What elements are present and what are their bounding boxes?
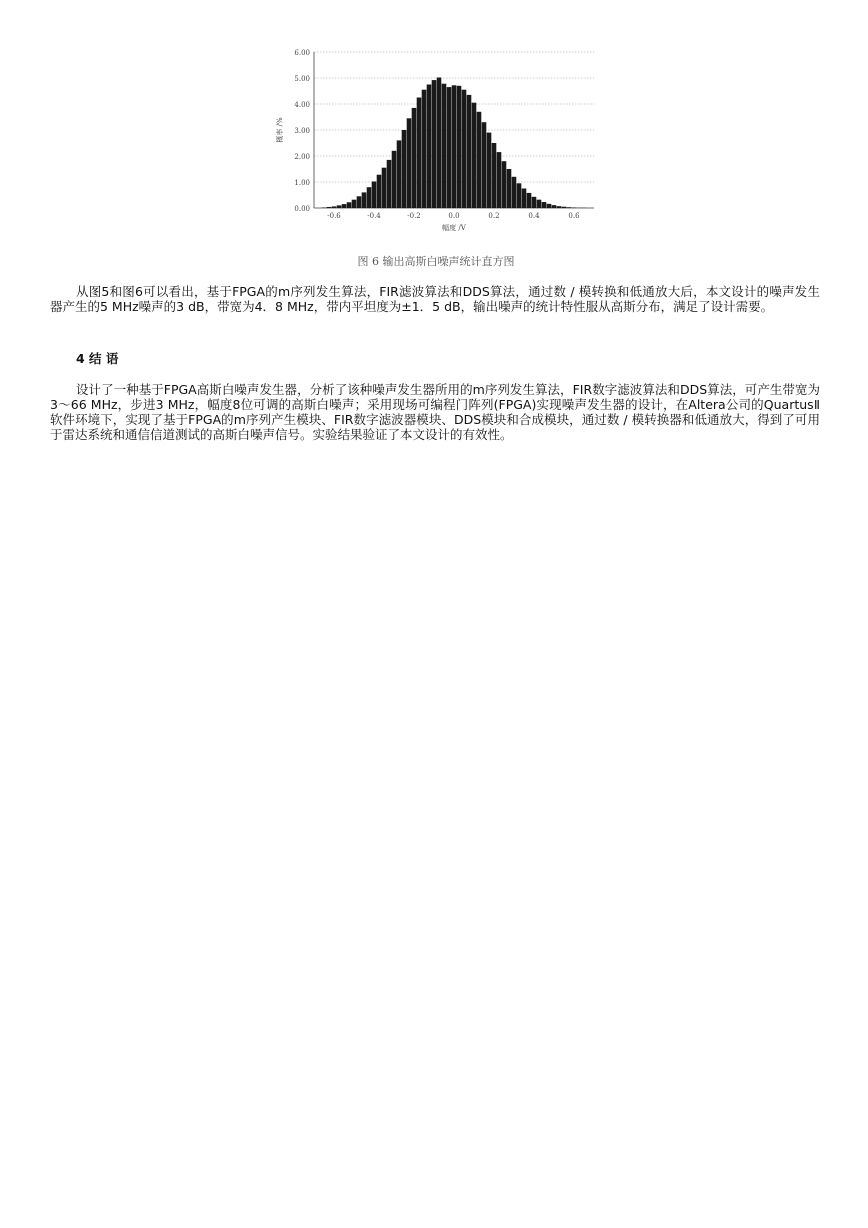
y-tick-label: 3.00 — [294, 127, 310, 135]
histogram-bar — [407, 118, 412, 208]
histogram-bar — [422, 90, 427, 208]
histogram-bar — [562, 207, 567, 208]
y-tick-label: 4.00 — [294, 101, 310, 109]
figure-caption: 图 6 输出高斯白噪声统计直方图 — [357, 255, 515, 268]
x-axis-label: 幅度 /V — [442, 224, 466, 232]
histogram-bar — [542, 202, 547, 208]
histogram-bar — [322, 207, 327, 208]
y-tick-label: 1.00 — [294, 179, 310, 187]
histogram-bar — [412, 108, 417, 208]
histogram-bar — [572, 207, 577, 208]
histogram-bar — [337, 205, 342, 208]
histogram-bar — [442, 84, 447, 208]
histogram-bar — [512, 177, 517, 208]
histogram-bar — [537, 200, 542, 208]
histogram-bar — [517, 183, 522, 208]
histogram-bar — [467, 95, 472, 208]
histogram-bar — [382, 168, 387, 208]
histogram-bar — [477, 112, 482, 208]
histogram-bar — [522, 189, 527, 209]
x-tick-label: -0.2 — [407, 212, 421, 220]
histogram-bar — [377, 175, 382, 208]
histogram-bar — [432, 80, 437, 208]
histogram-bar — [527, 193, 532, 208]
histogram-bar — [347, 202, 352, 208]
histogram-bar — [482, 122, 487, 208]
histogram-bar — [327, 207, 332, 208]
histogram-bar — [437, 77, 442, 208]
histogram-bar — [472, 103, 477, 208]
histogram-bar — [387, 160, 392, 208]
histogram-bar — [492, 143, 497, 208]
histogram-bar — [552, 205, 557, 208]
x-tick-label: 0.6 — [568, 212, 580, 220]
histogram-bar — [532, 197, 537, 208]
histogram-figure — [268, 38, 604, 274]
x-tick-label: 0.2 — [488, 212, 500, 220]
histogram-bar — [507, 169, 512, 208]
histogram-bar — [352, 200, 357, 208]
x-tick-label: -0.6 — [327, 212, 341, 220]
paragraph-conclusion: 设计了一种基于FPGA高斯白噪声发生器，分析了该种噪声发生器所用的m序列发生算法，FIR数字滤波算法和DDS算法，可产生带宽为3～66 MHz，步进3 MHz，幅度8位可调的高斯白噪声；采用现场可编程门阵列(FPGA)实现噪声发生器的设计，在Altera公司的QuartusⅡ软件环境下，实现了基于FPGA的m序列产生模块、FIR数字滤波器模块、DDS模块和合成模块，通过数 / 模转换器和低通放大，得到了可用于雷达系统和通信信道测试的高斯白噪声信号。实验结果验证了本文设计的有效性。 — [50, 382, 820, 442]
histogram-bar — [547, 204, 552, 208]
histogram-bar — [397, 140, 402, 208]
histogram-bar — [502, 161, 507, 208]
histogram-bar — [417, 98, 422, 209]
histogram-bar — [452, 85, 457, 208]
x-tick-label: 0.0 — [448, 212, 460, 220]
histogram-bar — [557, 206, 562, 208]
histogram-bar — [497, 152, 502, 208]
histogram-bar — [402, 130, 407, 208]
histogram-bar — [447, 87, 452, 208]
histogram-bar — [332, 206, 337, 208]
section-heading-conclusion: 4 结 语 — [76, 351, 119, 366]
histogram-bar — [362, 192, 367, 208]
histogram-bar — [372, 181, 377, 208]
y-tick-label: 6.00 — [294, 49, 310, 57]
histogram-bar — [462, 90, 467, 208]
histogram-bar — [427, 85, 432, 209]
y-axis-label: 概率 /% — [276, 117, 284, 143]
histogram-chart — [268, 38, 604, 248]
x-tick-label: -0.4 — [367, 212, 381, 220]
y-tick-label: 2.00 — [294, 153, 310, 161]
histogram-bar — [342, 204, 347, 208]
histogram-bar — [367, 187, 372, 208]
histogram-bar — [357, 196, 362, 208]
histogram-bar — [457, 86, 462, 208]
y-tick-label: 5.00 — [294, 75, 310, 83]
x-tick-label: 0.4 — [528, 212, 540, 220]
histogram-bar — [567, 207, 572, 208]
histogram-bar — [392, 151, 397, 208]
paragraph-results: 从图5和图6可以看出，基于FPGA的m序列发生算法，FIR滤波算法和DDS算法，通过数 / 模转换和低通放大后，本文设计的噪声发生器产生的5 MHz噪声的3 dB，带宽为4．8 MHz，带内平坦度为±1．5 dB，输出噪声的统计特性服从高斯分布，满足了设计需要。 — [50, 284, 820, 314]
y-tick-label: 0.00 — [294, 205, 310, 213]
histogram-bar — [487, 133, 492, 208]
